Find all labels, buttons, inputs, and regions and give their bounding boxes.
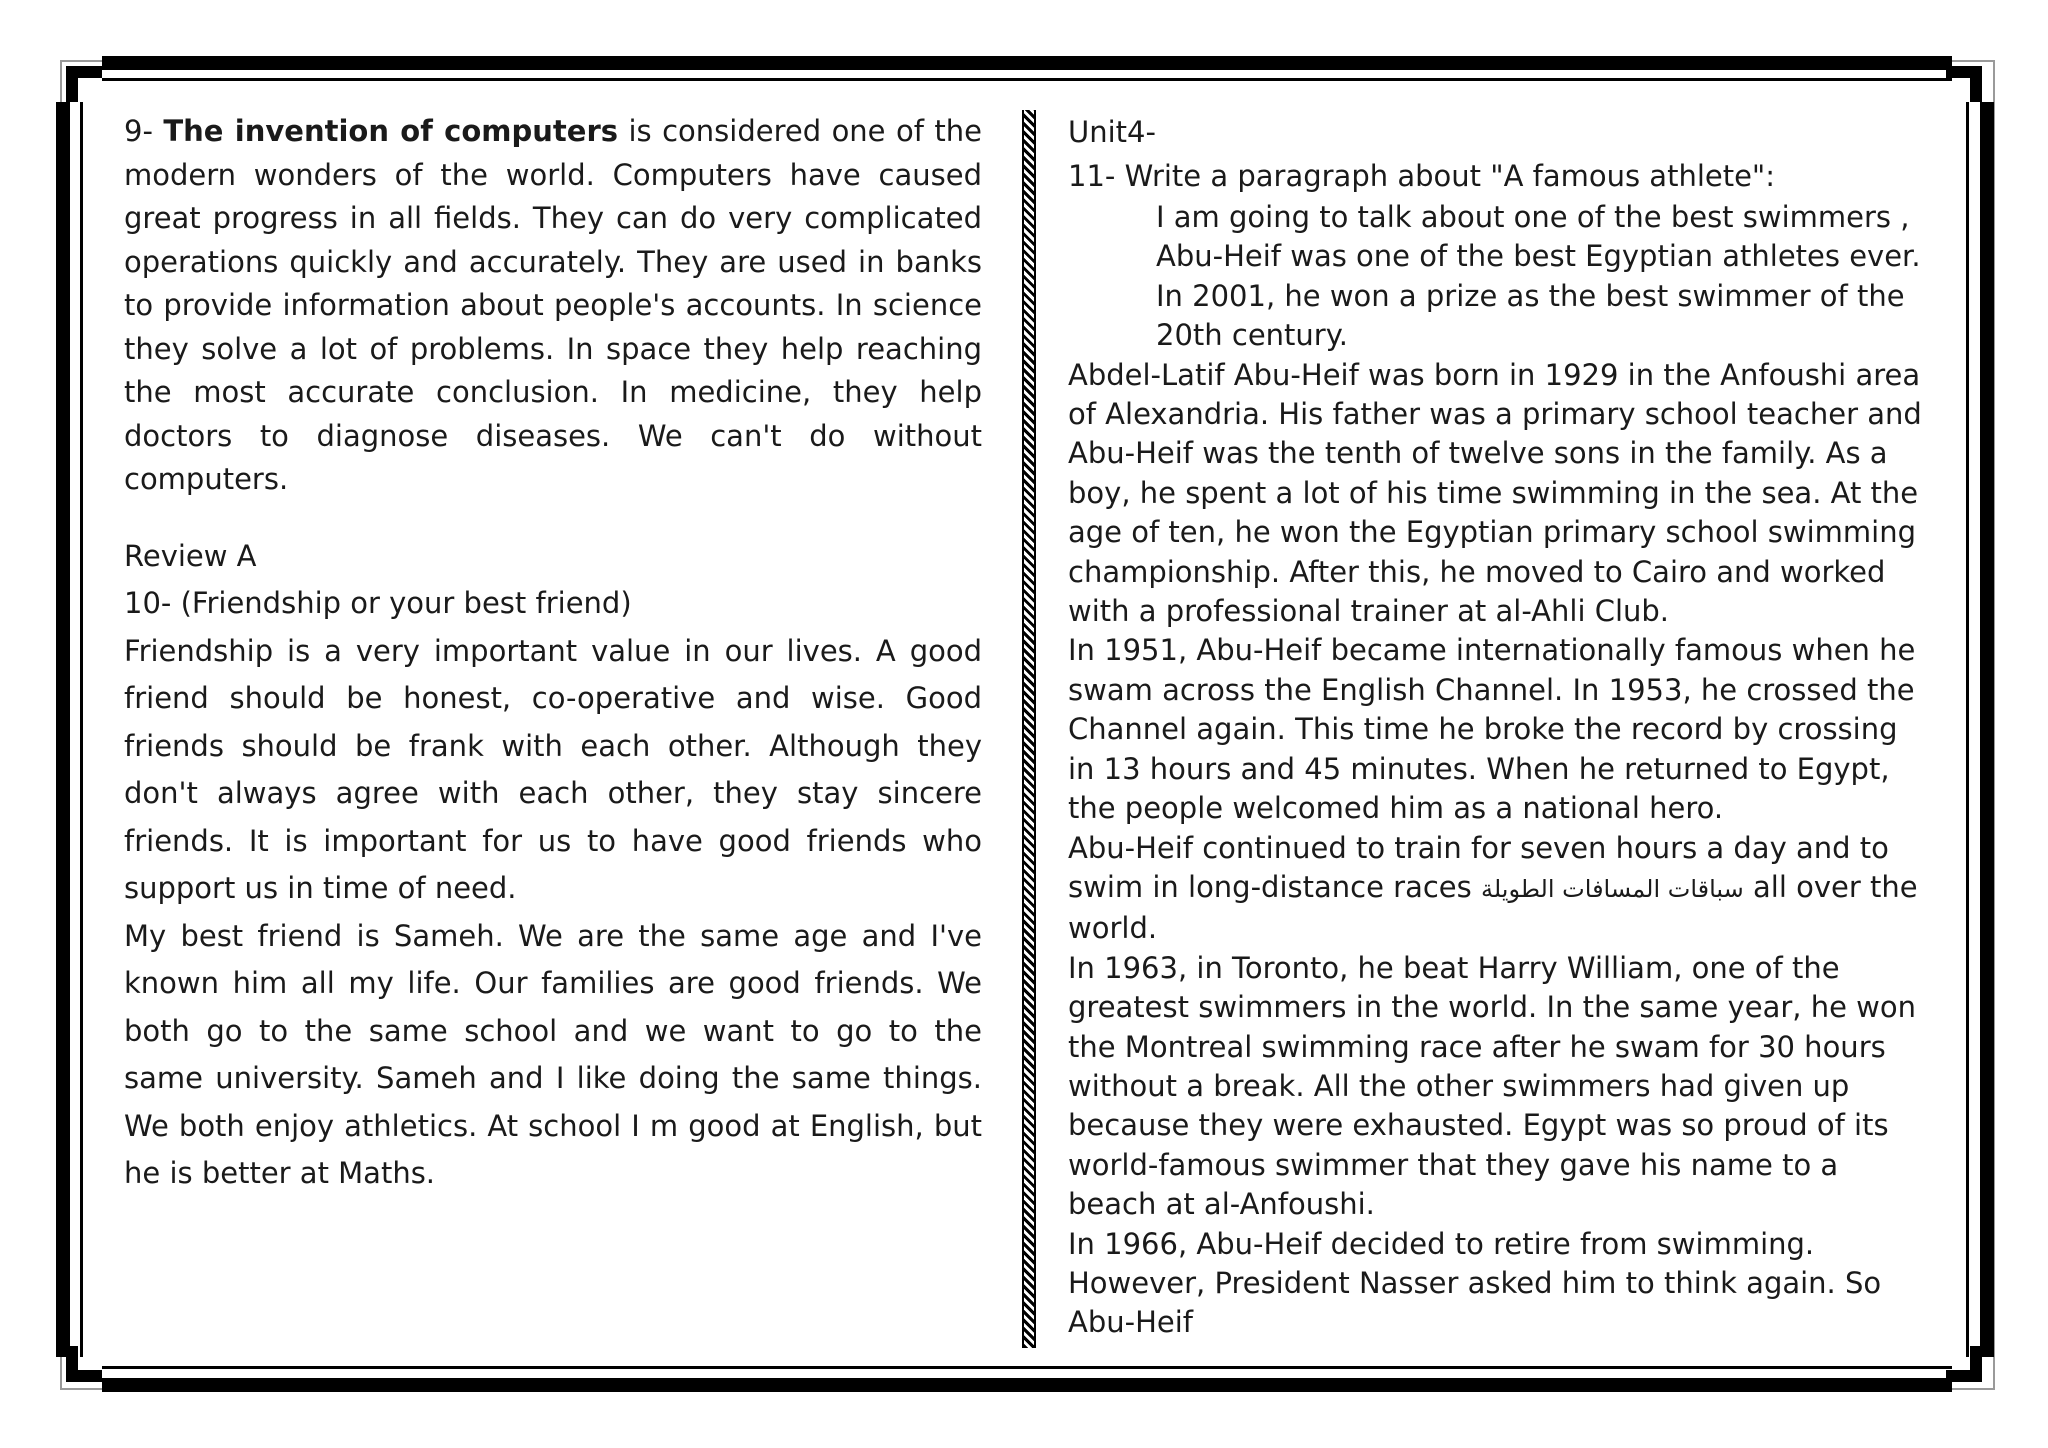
left-column: [124, 110, 982, 1198]
arabic-gloss: سباقات المسافات الطويلة: [1480, 874, 1744, 903]
bold-phrase: beat: [1402, 950, 1469, 985]
paragraph-friendship: Friendship is a very important value in our lives. A good friend should be honest, co-operative and wise. Good friends should be frank with each other. Although they don't always agree with each other, they stay sincere friends. It is important for us to have good friends who support us in time of need.: [124, 633, 982, 905]
paragraph-text: of its world-famous swimmer that they gave his name to a beach at al-Anfoushi.: [1068, 1108, 1889, 1222]
frame-line-right: [1966, 102, 1969, 1357]
frame-corner-bottom-left: [66, 1346, 102, 1382]
paragraph-best-friend: My best friend is Sameh. We are the same age and I've known him all my life. Our families are good friends. We both go to the same school and we want to go to the same university. Sameh and I like doing the same things. We both enjoy athletics. At school I m good at English, but he is better at Maths.: [124, 918, 982, 1190]
paragraph-computers: [124, 110, 982, 502]
bold-phrase: hero: [1649, 791, 1714, 826]
unit-heading: Unit4-: [1068, 115, 1156, 149]
paragraph-text: by crossing in 13 hours and 45 minutes. When he returned to Egypt, the people welcomed him as a national: [1068, 712, 1898, 826]
frame-corner-top-left: [66, 66, 102, 102]
bold-phrase: broke the record: [1483, 712, 1724, 747]
paragraph-intro: I am going to talk about one of the best swimmers , Abu-Heif was one of the best Egyptian athletes ever. In 2001, he won a prize as the best swimmer of the 20th century.: [1156, 200, 1921, 353]
paragraph-text: all over the world.: [1068, 869, 1918, 946]
frame-line-left: [80, 102, 83, 1357]
paragraph-text: is considered one of the modern wonders of the world. Computers have caused great progress in all fields. They can do very complicated operations quickly and accurately. They are used in banks to provide information about people's accounts. In science they solve a lot of problems. In space they help reaching the most accurate conclusion. In medicine, they help doctors to diagnose diseases. We can't do without computers.: [124, 114, 982, 496]
bold-phrase: exhausted: [1352, 1108, 1505, 1143]
paragraph-text: Abu-Heif continued to train for seven hours a day and to swim in long-distance races: [1068, 830, 1889, 904]
paragraph-early-life: Abdel-Latif Abu-Heif was born in 1929 in the Anfoushi area of Alexandria. His father was a primary school teacher and Abu-Heif was the tenth of twelve sons in the family. As a boy, he spent a lot of his time swimming in the sea. At the age of ten, he won the Egyptian primary school swimming championship. After this, he moved to Cairo and worked with a professional trainer at al-Ahli Club.: [1068, 357, 1922, 629]
right-column: [1068, 110, 1928, 1343]
paragraph-channel: [1068, 631, 1928, 828]
athlete-heading: 11- Write a paragraph about "A famous athlete":: [1068, 159, 1776, 193]
frame-line-bottom: [102, 1366, 1952, 1369]
frame-corner-top-right: [1946, 66, 1982, 102]
frame-bar-top: [102, 56, 1952, 70]
paragraph-training: [1068, 829, 1928, 949]
paragraph-text: . Egypt was so: [1504, 1108, 1724, 1143]
column-divider: [1022, 110, 1036, 1348]
frame-bar-bottom: [102, 1378, 1952, 1392]
frame-corner-bottom-right: [1946, 1346, 1982, 1382]
paragraph-text: In 1951, Abu-Heif became internationally famous when he swam across the English Channel. In 1953, he crossed the Channel again. This time he: [1068, 633, 1916, 747]
bold-phrase: proud: [1723, 1108, 1808, 1143]
review-heading: Review A: [124, 538, 257, 573]
frame-line-top: [102, 78, 1952, 81]
frame-bar-left: [56, 102, 70, 1357]
paragraph-text: Harry William, one of the greatest swimmers in the world. In the same year, he won the Montreal swimming race after he swam for 30 hours without a break. All the other swimmers had given up because they were: [1068, 950, 1917, 1143]
paragraph-retire: In 1966, Abu-Heif decided to retire from swimming. However, President Nasser asked him to think again. So Abu-Heif: [1068, 1226, 1882, 1340]
paragraph-toronto: [1068, 949, 1928, 1225]
paragraph-number: 9-: [124, 114, 164, 148]
paragraph-text: In 1963, in Toronto, he: [1068, 950, 1403, 985]
paragraph-text: .: [1713, 791, 1724, 826]
friendship-heading: 10- (Friendship or your best friend): [124, 585, 632, 620]
frame-bar-right: [1980, 102, 1994, 1357]
bold-phrase: The invention of computers: [163, 114, 619, 148]
